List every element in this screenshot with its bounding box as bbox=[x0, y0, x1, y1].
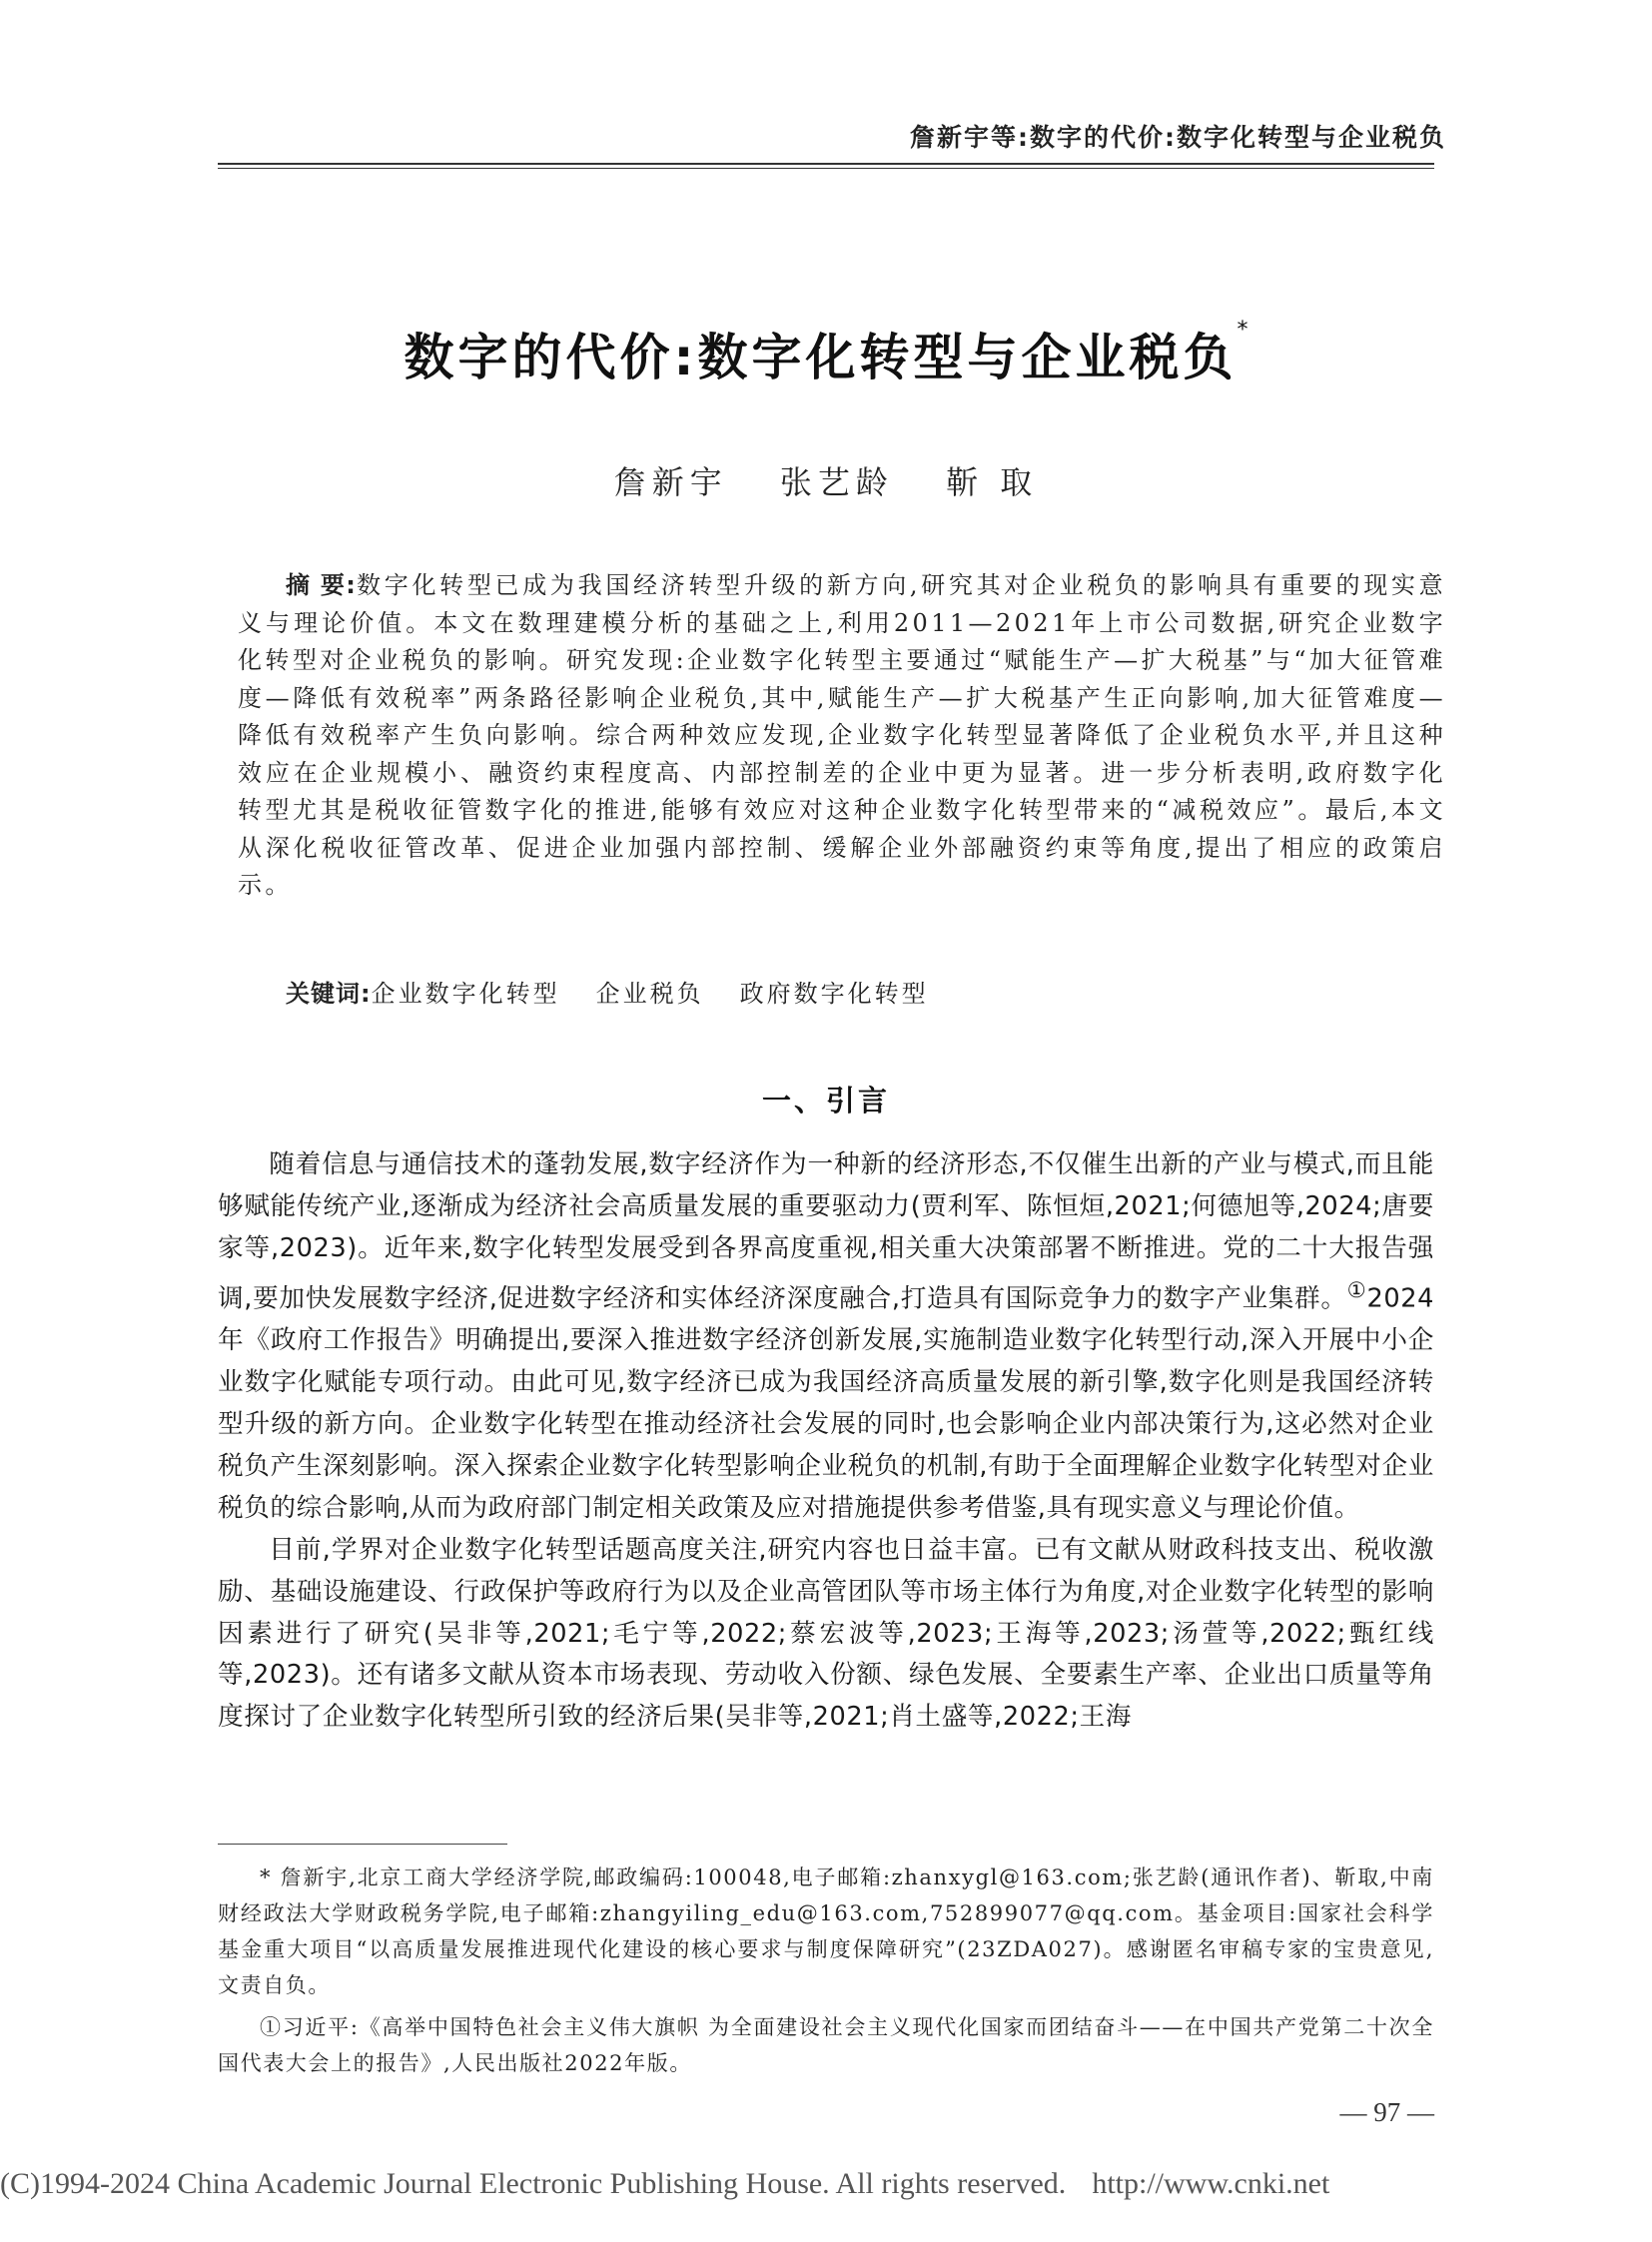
paragraph-text: 2024年《政府工作报告》明确提出,要深入推进数字经济创新发展,实施制造业数字化转型行动,深入开展中小企业数字化赋能专项行动。由此可见,数字经济已成为我国经济高质量发展的新引擎,数字化则是我国经济转型升级的新方向。企业数字化转型在推动经济社会发展的同时,也会影响企业内部决策行为,这必然对企业税负产生深刻影响。深入探索企业数字化转型影响企业税负的机制,有助于全面理解企业数字化转型对企业税负的综合影响,从而为政府部门制定相关政策及应对措施提供参考借鉴,具有现实意义与理论价值。 bbox=[218, 1283, 1434, 1523]
running-head: 詹新宇等:数字的代价:数字化转型与企业税负 bbox=[910, 123, 1446, 152]
abstract-label: 摘 要: bbox=[286, 571, 357, 599]
copyright-text: (C)1994-2024 China Academic Journal Electronic Publishing House. All rights reserved. bbox=[0, 2167, 1067, 2200]
footnote-rule bbox=[218, 1844, 507, 1845]
keywords-label: 关键词: bbox=[286, 980, 372, 1008]
header-rule bbox=[218, 163, 1434, 169]
keyword-item: 企业税负 bbox=[595, 980, 704, 1008]
keywords bbox=[238, 974, 1446, 1009]
abstract bbox=[238, 567, 1446, 905]
page-number: — 97 — bbox=[1339, 2097, 1434, 2127]
abstract-text: 数字化转型已成为我国经济转型升级的新方向,研究其对企业税负的影响具有重要的现实意义与理论价值。本文在数理建模分析的基础之上,利用2011—2021年上市公司数据,研究企业数字化转型对企业税负的影响。研究发现:企业数字化转型主要通过“赋能生产—扩大税基”与“加大征管难度—降低有效税率”两条路径影响企业税负,其中,赋能生产—扩大税基产生正向影响,加大征管难度—降低有效税率产生负向影响。综合两种效应发现,企业数字化转型显著降低了企业税负水平,并且这种效应在企业规模小、融资约束程度高、内部控制差的企业中更为显著。进一步分析表明,政府数字化转型尤其是税收征管数字化的推进,能够有效应对这种企业数字化转型带来的“减税效应”。最后,本文从深化税收征管改革、促进企业加强内部控制、缓解企业外部融资约束等角度,提出了相应的政策启示。 bbox=[238, 571, 1446, 899]
paragraph-text: 随着信息与通信技术的蓬勃发展,数字经济作为一种新的经济形态,不仅催生出新的产业与模式,而且能够赋能传统产业,逐渐成为经济社会高质量发展的重要驱动力(贾利军、陈恒烜,2021;何德旭等,2024;唐要家等,2023)。近年来,数字化转型发展受到各界高度重视,相关重大决策部署不断推进。党的二十大报告强调,要加快发展数字经济,促进数字经济和实体经济深度融合,打造具有国际竞争力的数字产业集群。 bbox=[218, 1149, 1434, 1314]
cnki-link[interactable]: http://www.cnki.net bbox=[1092, 2167, 1330, 2200]
author-3: 靳 取 bbox=[946, 463, 1039, 501]
footnote-author-info: * 詹新宇,北京工商大学经济学院,邮政编码:100048,电子邮箱:zhanxygl@163.com;张艺龄(通讯作者)、靳取,中南财经政法大学财政税务学院,电子邮箱:zhangyiling_edu@163.com,752899077@qq.com。基金项目:国家社会科学基金重大项目“以高质量发展推进现代化建设的核心要求与制度保障研究”(23ZDA027)。感谢匿名审稿专家的宝贵意见,文责自负。 bbox=[218, 1866, 1434, 1997]
title-footnote-mark: * bbox=[1237, 318, 1248, 343]
paragraph bbox=[218, 1144, 1434, 1530]
footnotes bbox=[218, 1860, 1434, 2087]
copyright-watermark bbox=[0, 2167, 1329, 2201]
author-list bbox=[0, 457, 1652, 503]
author-1: 詹新宇 bbox=[613, 463, 728, 501]
author-2: 张艺龄 bbox=[779, 463, 894, 501]
body-text bbox=[218, 1144, 1434, 1739]
title-text: 数字的代价:数字化转型与企业税负 bbox=[404, 329, 1238, 386]
keyword-item: 企业数字化转型 bbox=[371, 980, 560, 1008]
paragraph: 目前,学界对企业数字化转型话题高度关注,研究内容也日益丰富。已有文献从财政科技支出、税收激励、基础设施建设、行政保护等政府行为以及企业高管团队等市场主体行为角度,对企业数字化转型的影响因素进行了研究(吴非等,2021;毛宁等,2022;蔡宏波等,2023;王海等,2023;汤萱等,2022;甄红线等,2023)。还有诸多文献从资本市场表现、劳动收入份额、绿色发展、全要素生产率、企业出口质量等角度探讨了企业数字化转型所引致的经济后果(吴非等,2021;肖土盛等,2022;王海 bbox=[218, 1534, 1434, 1733]
section-heading: 一、引言 bbox=[761, 1084, 890, 1118]
footnote-ref[interactable]: ① bbox=[1346, 1277, 1367, 1303]
article-title bbox=[0, 318, 1652, 389]
footnote-1: ①习近平:《高举中国特色社会主义伟大旗帜 为全面建设社会主义现代化国家而团结奋斗——在中国共产党第二十次全国代表大会上的报告》,人民出版社2022年版。 bbox=[218, 2015, 1434, 2075]
keyword-item: 政府数字化转型 bbox=[739, 980, 929, 1008]
